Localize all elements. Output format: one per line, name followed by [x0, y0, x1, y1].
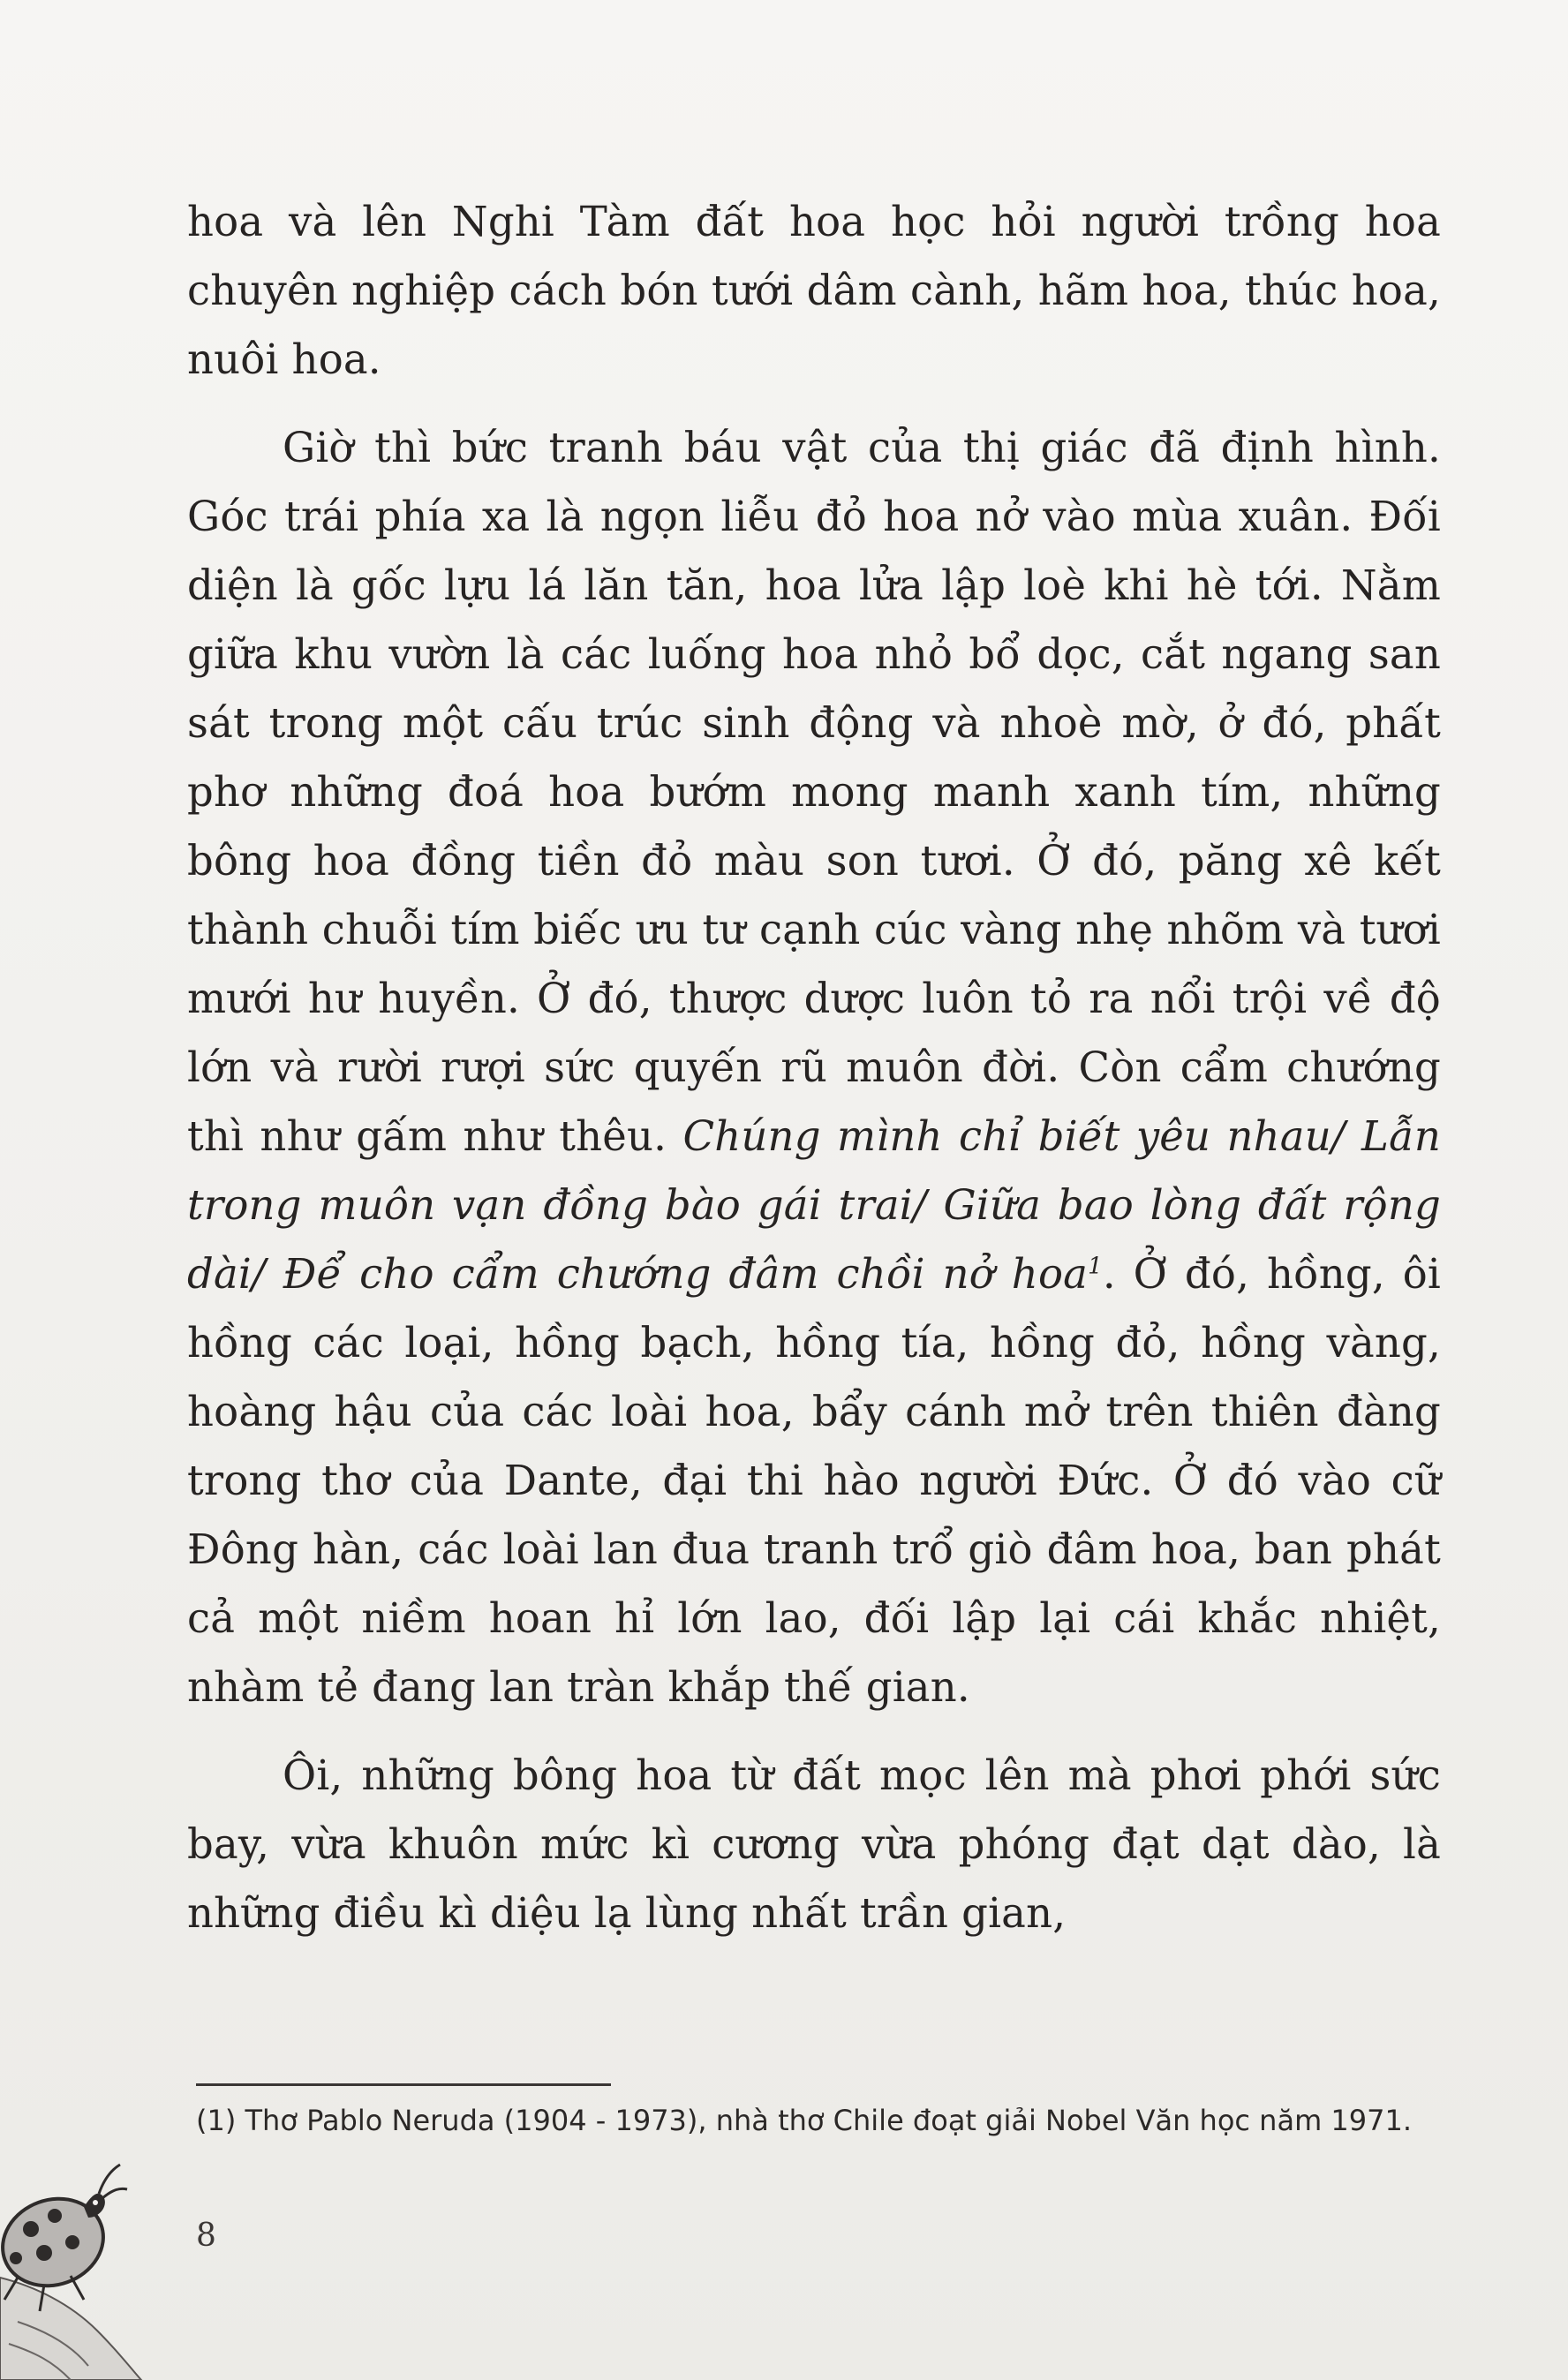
paragraph-1 [187, 187, 1441, 394]
paragraph-2 [187, 413, 1441, 1721]
paragraph-1-text: hoa và lên Nghi Tàm đất hoa học hỏi người trồng hoa chuyên nghiệp cách bón tưới dâm cành, hãm hoa, thúc hoa, nuôi hoa. [187, 198, 1441, 383]
body-text [187, 187, 1441, 1947]
page-number: 8 [196, 2218, 216, 2254]
paragraph-3 [187, 1741, 1441, 1947]
paragraph-2-text: Giờ thì bức tranh báu vật của thị giác đã định hình. Góc trái phía xa là ngọn liễu đỏ hoa nở vào mùa xuân. Đối diện là gốc lựu lá lăn tăn, hoa lửa lập loè khi hè tới. Nằm giữa khu vườn là các luống hoa nhỏ bổ dọc, cắt ngang san sát trong một cấu trúc sinh động và nhoè mờ, ở đó, phất phơ những đoá hoa bướm mong manh xanh tím, những bông hoa đồng tiền đỏ màu son tươi. Ở đó, păng xê kết thành chuỗi tím biếc ưu tư cạnh cúc vàng nhẹ nhõm và tươi mưới hư huyền. Ở đó, thược dược luôn tỏ ra nổi trội về độ lớn và rười rượi sức quyến rũ muôn đời. Còn cẩm chướng thì như gấm như thêu. [187, 424, 1441, 1160]
poem-quote: Chúng mình chỉ biết yêu nhau/ Lẫn trong muôn vạn đồng bào gái trai/ Giữa bao lòng đất rộng dài/ Để cho cẩm chướng đâm chồi nở hoa [187, 1112, 1441, 1298]
paragraph-2-text-cont: . Ở đó, hồng, ôi hồng các loại, hồng bạch, hồng tía, hồng đỏ, hồng vàng, hoàng hậu của các loài hoa, bẩy cánh mở trên thiên đàng trong thơ của Dante, đại thi hào người Đức. Ở đó vào cữ Đông hàn, các loài lan đua tranh trổ giò đâm hoa, ban phát cả một niềm hoan hỉ lớn lao, đối lập lại cái khắc nhiệt, nhàm tẻ đang lan tràn khắp thế gian. [187, 1250, 1441, 1711]
paragraph-3-text: Ôi, những bông hoa từ đất mọc lên mà phơi phới sức bay, vừa khuôn mức kì cương vừa phóng đạt dạt dào, là những điều kì diệu lạ lùng nhất trần gian, [187, 1751, 1441, 1937]
footnote-divider [196, 2083, 611, 2086]
footnote: (1) Thơ Pablo Neruda (1904 - 1973), nhà thơ Chile đoạt giải Nobel Văn học năm 1971. [196, 2104, 1413, 2137]
footnote-marker[interactable]: 1 [1088, 1253, 1103, 1280]
ladybug-icon [0, 2154, 150, 2380]
